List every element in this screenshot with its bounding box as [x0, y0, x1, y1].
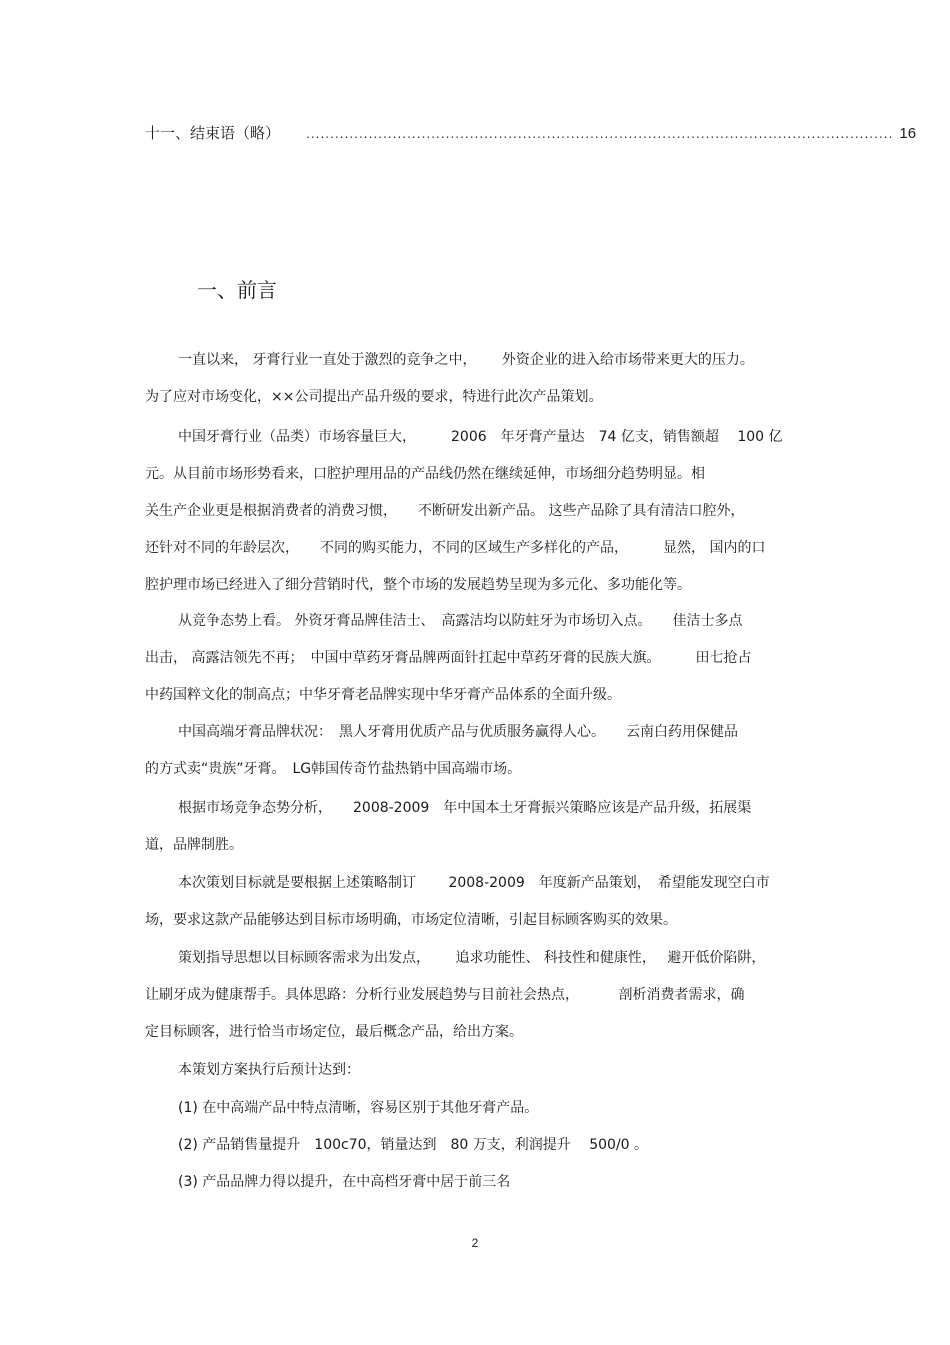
paragraph-line: 道，品牌制胜。: [145, 837, 243, 853]
paragraph: [145, 1052, 810, 1089]
paragraph-line: 本策划方案执行后预计达到：: [178, 1062, 360, 1078]
paragraph: [145, 603, 810, 714]
paragraph-line: (2) 产品销售量提升 100c70，销量达到 80 万支，利润提升 500/0 。: [178, 1137, 649, 1153]
paragraph-line: 根据市场竞争态势分析， 2008-2009 年中国本土牙膏振兴策略应该是产品升级，拓展渠: [178, 800, 752, 816]
page-number: 2: [471, 1236, 479, 1250]
toc-entry[interactable]: [145, 122, 917, 143]
list-item: [145, 1090, 810, 1127]
paragraph-line: 的方式卖“贵族”牙膏。 LG韩国传奇竹盐热销中国高端市场。: [145, 761, 522, 777]
paragraph: [145, 714, 810, 788]
paragraph-line: 关生产企业更是根据消费者的消费习惯， 不断研发出新产品。 这些产品除了具有清洁口腔外，: [145, 503, 745, 519]
paragraph-line: 中药国粹文化的制高点；中华牙膏老品牌实现中华牙膏产品体系的全面升级。: [145, 687, 621, 703]
paragraph-line: 场，要求这款产品能够达到目标市场明确，市场定位清晰，引起目标顾客购买的效果。: [145, 912, 677, 928]
list-item: [145, 1164, 810, 1201]
section-heading: 一、前言: [197, 278, 277, 302]
paragraph: [145, 790, 810, 864]
paragraph-line: 中国高端牙膏品牌状况： 黑人牙膏用优质产品与优质服务赢得人心。 云南白药用保健品: [178, 724, 738, 740]
paragraph-line: 让刷牙成为健康帮手。具体思路：分析行业发展趋势与目前社会热点， 剖析消费者需求，确: [145, 987, 745, 1003]
paragraph: [145, 419, 810, 604]
paragraph-line: 定目标顾客，进行恰当市场定位，最后概念产品，给出方案。: [145, 1024, 523, 1040]
paragraph-line: 元。从目前市场形势看来，口腔护理用品的产品线仍然在继续延伸，市场细分趋势明显。相: [145, 466, 705, 482]
toc-leader-dots: ..........................................................................................................................: [306, 127, 894, 141]
paragraph-line: 本次策划目标就是要根据上述策略制订 2008-2009 年度新产品策划， 希望能发现空白市: [178, 875, 770, 891]
paragraph: [145, 940, 810, 1051]
paragraph-line: (3) 产品品牌力得以提升，在中高档牙膏中居于前三名: [178, 1174, 511, 1190]
paragraph-line: 还针对不同的年龄层次， 不同的购买能力，不同的区域生产多样化的产品， 显然， 国内的口: [145, 540, 766, 556]
paragraph: [145, 342, 810, 416]
paragraph-line: (1) 在中高端产品中特点清晰，容易区别于其他牙膏产品。: [178, 1100, 539, 1116]
toc-entry-page: 16: [899, 125, 917, 142]
toc-entry-label: 十一、结束语（略）: [145, 124, 281, 142]
paragraph-line: 策划指导思想以目标顾客需求为出发点， 追求功能性、 科技性和健康性， 避开低价陷阱，: [178, 950, 766, 966]
paragraph-line: 中国牙膏行业（品类）市场容量巨大， 2006 年牙膏产量达 74 亿支，销售额超 100 亿: [178, 429, 783, 445]
paragraph-line: 腔护理市场已经进入了细分营销时代，整个市场的发展趋势呈现为多元化、多功能化等。: [145, 577, 691, 593]
list-item: [145, 1127, 810, 1164]
paragraph-line: 从竞争态势上看。 外资牙膏品牌佳洁士、 高露洁均以防蛀牙为市场切入点。 佳洁士多点: [178, 613, 743, 629]
paragraph-line: 出击， 高露洁领先不再； 中国中草药牙膏品牌两面针扛起中草药牙膏的民族大旗。 田七抢占: [145, 650, 752, 666]
paragraph: [145, 865, 810, 939]
paragraph-line: 为了应对市场变化，××公司提出产品升级的要求，特进行此次产品策划。: [145, 389, 603, 405]
paragraph-line: 一直以来， 牙膏行业一直处于激烈的竞争之中， 外资企业的进入给市场带来更大的压力。: [178, 352, 754, 368]
